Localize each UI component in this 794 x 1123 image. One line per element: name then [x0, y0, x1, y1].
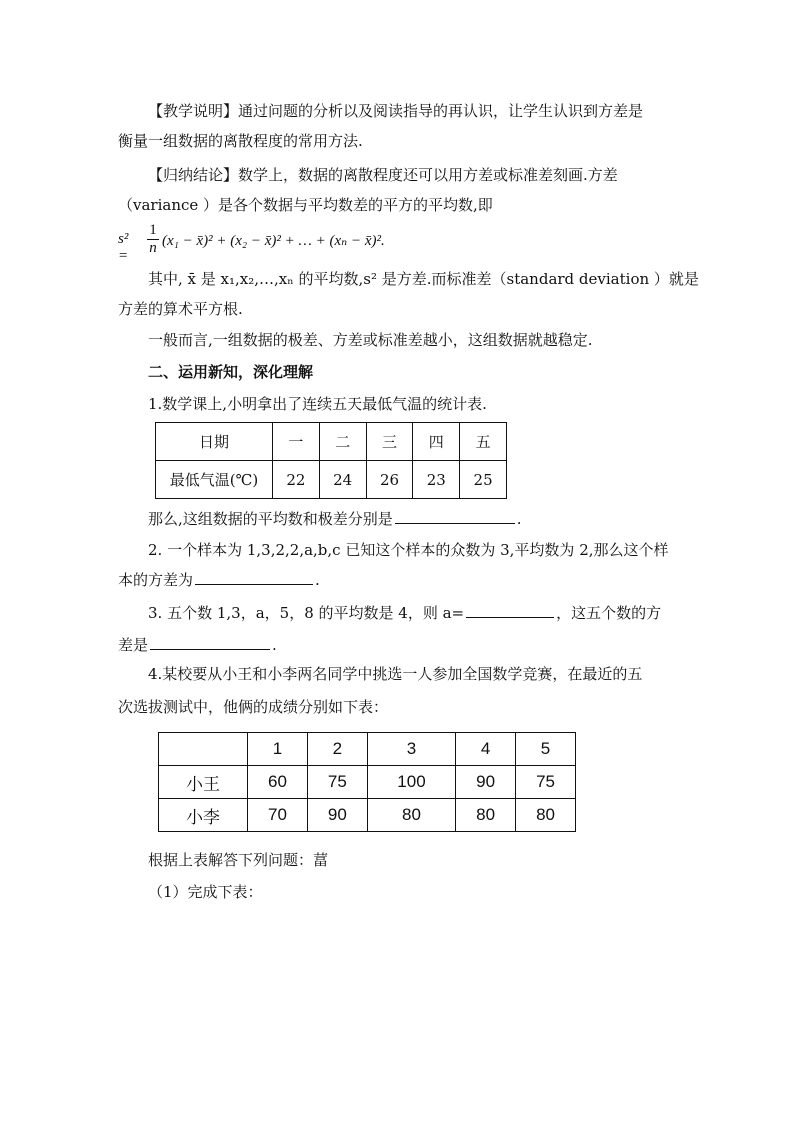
question-1-text: 那么,这组数据的平均数和极差分别是	[148, 510, 393, 528]
conclusion-text: 数学上，数据的离散程度还可以用方差或标准差刻画.方差	[238, 166, 618, 184]
temperature-table	[155, 422, 507, 499]
stability-statement: 一般而言,一组数据的极差、方差或标准差越小，这组数据就越稳定.	[148, 331, 593, 349]
table-row	[156, 461, 507, 499]
formula-lhs: s² =	[118, 231, 129, 264]
section-title: 二、运用新知，深化理解	[148, 363, 314, 381]
table-cell: 80	[516, 799, 576, 832]
table-cell: 1	[248, 733, 308, 766]
table-cell: 5	[516, 733, 576, 766]
question-1-prompt	[148, 509, 522, 529]
table-cell: 4	[456, 733, 516, 766]
table-cell: 四	[413, 423, 460, 461]
answer-blank[interactable]	[195, 570, 313, 585]
table-cell: 60	[248, 766, 308, 799]
table-row	[159, 733, 576, 766]
table-cell: 小李	[159, 799, 248, 832]
conclusion-line2: （variance ）是各个数据与平均数差的平方的平均数,即	[118, 196, 493, 214]
question-4-line1: 4.某校要从小王和小李两名同学中挑选一人参加全国数学竞赛，在最近的五	[148, 665, 643, 683]
teaching-note-label: 【教学说明】	[148, 102, 239, 120]
table-cell: 80	[456, 799, 516, 832]
teaching-note-line1	[148, 101, 643, 121]
formula-numerator: 1	[149, 222, 157, 238]
period: .	[516, 510, 522, 528]
table-cell: 90	[307, 799, 367, 832]
question-2-text: 本的方差为	[118, 571, 194, 589]
table-cell: 22	[273, 461, 320, 499]
teaching-note-line2: 衡量一组数据的离散程度的常用方法.	[118, 132, 363, 150]
question-2-line2	[118, 570, 320, 590]
question-3-line2	[118, 635, 277, 655]
table-cell: 70	[248, 799, 308, 832]
teaching-note-text: 通过问题的分析以及阅读指导的再认识，让学生认识到方差是	[238, 102, 644, 120]
table-cell: 26	[366, 461, 413, 499]
conclusion-label: 【归纳结论】	[148, 166, 239, 184]
conclusion-line1	[148, 165, 618, 185]
sub-question-1: （1）完成下表：	[148, 883, 263, 901]
table-cell: 五	[460, 423, 507, 461]
table-row	[159, 766, 576, 799]
formula-denominator: n	[149, 240, 157, 256]
table-cell: 二	[319, 423, 366, 461]
question-3-line1	[148, 603, 661, 623]
table-cell	[159, 733, 248, 766]
scores-table	[158, 732, 576, 832]
period: .	[315, 571, 320, 589]
definition-line1: 其中, x̄ 是 x₁,x₂,…,xₙ 的平均数,s² 是方差.而标准差（standard deviation ）就是	[148, 270, 699, 288]
formula-rhs: (x₁ − x̄)² + (x₂ − x̄)² + … + (xₙ − x̄)².	[162, 233, 385, 249]
table-cell: 2	[307, 733, 367, 766]
table-cell: 三	[366, 423, 413, 461]
table-cell: 75	[516, 766, 576, 799]
table-row	[159, 799, 576, 832]
table-cell: 90	[456, 766, 516, 799]
table-cell: 80	[367, 799, 455, 832]
question-4-line2: 次选拔测试中，他俩的成绩分别如下表：	[118, 698, 389, 716]
table-row	[156, 423, 507, 461]
definition-line2: 方差的算术平方根.	[118, 300, 243, 318]
table-cell: 3	[367, 733, 455, 766]
answer-blank[interactable]	[395, 509, 515, 524]
table-cell: 小王	[159, 766, 248, 799]
question-3-text-2: ，这五个数的方	[556, 604, 662, 622]
table-cell: 23	[413, 461, 460, 499]
table-cell: 75	[307, 766, 367, 799]
answer-blank[interactable]	[466, 603, 554, 618]
table-cell: 24	[319, 461, 366, 499]
table-cell: 日期	[156, 423, 273, 461]
period: .	[272, 636, 277, 654]
answer-blank[interactable]	[150, 635, 270, 650]
table-cell: 25	[460, 461, 507, 499]
question-1-intro: 1.数学课上,小明拿出了连续五天最低气温的统计表.	[148, 395, 487, 413]
question-2-line1: 2. 一个样本为 1,3,2,2,a,b,c 已知这个样本的众数为 3,平均数为 2,那么这个样	[148, 541, 669, 559]
table-cell: 一	[273, 423, 320, 461]
table-cell: 最低气温(℃)	[156, 461, 273, 499]
after-table-text: 根据上表解答下列问题：葍	[148, 851, 329, 869]
question-3-text-3: 差是	[118, 636, 149, 654]
table-cell: 100	[367, 766, 455, 799]
question-3-text: 3. 五个数 1,3，a，5，8 的平均数是 4，则 a=	[148, 604, 465, 622]
